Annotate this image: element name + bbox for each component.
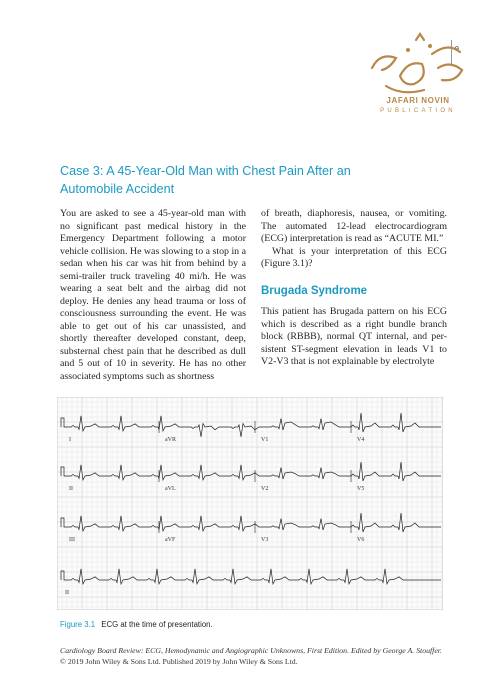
right-column [261,208,447,369]
text-line: consciousness surrounding the event. He [60,308,227,319]
text-line: The automated 12-lead electrocardiogram [261,220,447,232]
ecg-lead-label: V4 [357,437,365,443]
text-line: vehicle collision. He was slowing to a stop in [60,245,240,257]
text-line: Emergency Department following a motor [60,233,246,244]
text-line: of breath, diaphoresis, nausea, or vomiting. [261,208,447,219]
text-line: substernal chest pain that he described as [60,345,228,357]
ecg-lead-label: aVF [165,537,176,543]
case-title-line: Automobile Accident [60,182,175,196]
ecg-lead-label: III [69,537,75,543]
text-line: which is described as a right bundle branch [261,318,447,330]
figure-caption-text: ECG at the time of presentation. [101,620,213,629]
ecg-lead-label: II [65,590,69,596]
text-line: (Figure 3.1)? [261,258,313,269]
ecg-lead-label: II [69,486,73,492]
diagnosis-paragraph [261,306,447,369]
ecg-frame [57,397,443,610]
ecg-lead-label: V1 [261,437,269,443]
ecg-lead-label: V5 [357,486,365,492]
footer-copyright-line: © 2019 John Wiley & Sons Ltd. Published 2019 by John Wiley & Sons Ltd. [60,657,298,666]
text-line: a semi-trailer truck traveling 40 mi/h. He was [60,258,247,282]
text-line: dull and 5 out of 10 in severity. He has no [60,345,247,369]
figure-label: Figure 3.1 [60,620,96,629]
text-line: You are asked to see a 45-year-old man with [60,208,246,219]
text-line: was able to get out of his car unassisted, and [60,308,246,332]
text-line: wearing a seat belt and the airbag did not [60,283,246,294]
footer-book-line: Cardiology Board Review: ECG, Hemodynamic and Angiographic Unknowns, First Edition. Edited by George A. Stouffer. [60,646,442,655]
case-paragraph-continued [261,208,447,246]
text-line: no significant past medical history in the [60,220,246,232]
left-column [60,208,246,383]
text-line: other associated symptoms such as shortness [60,358,246,382]
logo-title: JAFARI NOVIN [386,96,450,105]
case-paragraph [60,208,246,383]
text-line: V2-V3 that is not explainable by electrolyte [261,356,435,367]
publisher-logo [352,24,480,134]
text-line: shortly thereafter developed constant, deep, [60,333,246,344]
copyright-footer [60,645,460,667]
text-line: What is your interpretation of this ECG [272,245,447,257]
case-title-line: Case 3: A 45-Year-Old Man with Chest Pain After an [60,164,351,178]
text-line: This patient has Brugada pattern on his ECG [261,306,447,317]
ecg-lead-label: V2 [261,486,269,492]
ecg-figure [57,397,443,610]
text-line: (ECG) interpretation is read as “ACUTE MI.” [261,233,444,244]
section-heading: Brugada Syndrome [261,284,368,297]
ecg-lead-label: I [69,437,71,443]
text-line: block (RBBB), normal QT internal, and per- [261,331,447,342]
text-line: a sedan when his car was hit from behind by [60,245,246,269]
ecg-lead-label: aVL [165,486,176,492]
ecg-lead-label: V6 [357,537,365,543]
page-number: 9 [455,46,459,53]
question-paragraph [261,246,447,271]
text-line: sistent ST-segment elevation in leads V1 to [261,343,447,355]
logo-subtitle: PUBLICATION [380,108,456,114]
figure-caption [60,620,213,629]
ecg-lead-label: aVR [165,437,176,443]
text-line: deploy. He denies any head trauma or loss of [60,295,246,307]
case-title [60,162,440,198]
ecg-lead-label: V3 [261,537,269,543]
